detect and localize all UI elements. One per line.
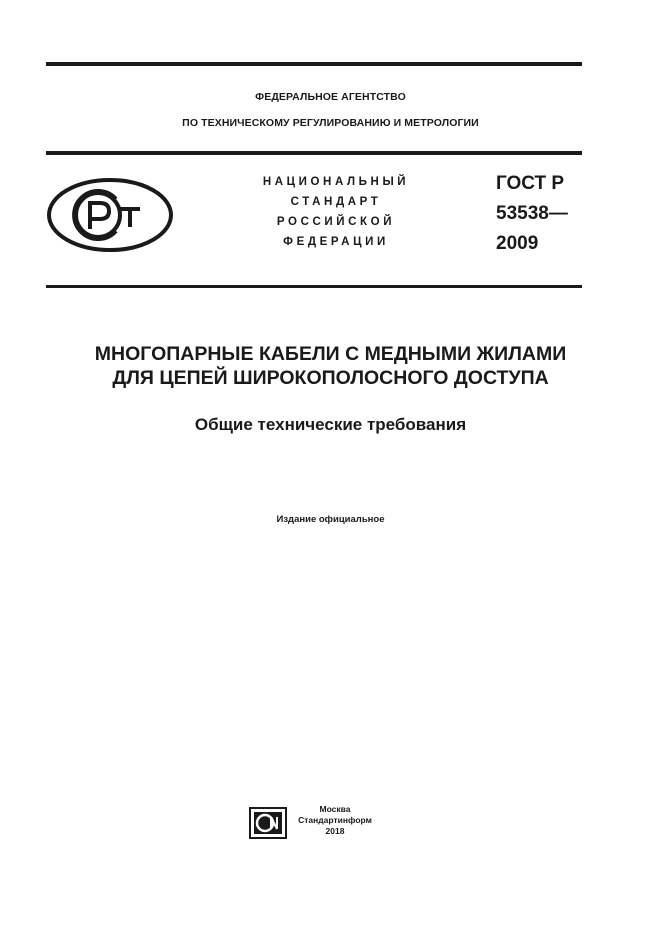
national-line-3: РОССИЙСКОЙ [276, 216, 396, 228]
agency-line-2: ПО ТЕХНИЧЕСКОМУ РЕГУЛИРОВАНИЮ И МЕТРОЛОГИИ [182, 117, 479, 129]
agency-line-1: ФЕДЕРАЛЬНОЕ АГЕНТСТВО [255, 91, 406, 103]
title-line-1: МНОГОПАРНЫЕ КАБЕЛИ С МЕДНЫМИ ЖИЛАМИ [94, 343, 567, 365]
national-line-2: СТАНДАРТ [290, 196, 382, 208]
gost-number-block [496, 169, 568, 259]
gost-line-2: 53538— [496, 203, 568, 224]
publisher-imprint [290, 804, 380, 837]
document-title [0, 342, 661, 390]
gost-line-1: ГОСТ Р [496, 173, 565, 194]
document-subtitle: Общие технические требования [194, 415, 467, 434]
national-standard-block [236, 172, 436, 252]
standard-rule [46, 285, 582, 288]
imprint-publisher: Стандартинформ [298, 815, 372, 825]
gost-line-3: 2009 [496, 233, 539, 254]
imprint-year: 2018 [325, 826, 345, 836]
header-rule [46, 151, 582, 155]
imprint-city: Москва [319, 804, 351, 814]
national-line-1: НАЦИОНАЛЬНЫЙ [262, 176, 410, 188]
standartinform-logo-icon [249, 807, 287, 839]
pct-certification-logo-icon [46, 177, 174, 253]
top-rule [46, 62, 582, 66]
edition-label: Издание официальное [276, 514, 385, 525]
national-line-4: ФЕДЕРАЦИИ [283, 236, 389, 248]
title-line-2: ДЛЯ ЦЕПЕЙ ШИРОКОПОЛОСНОГО ДОСТУПА [112, 367, 549, 389]
